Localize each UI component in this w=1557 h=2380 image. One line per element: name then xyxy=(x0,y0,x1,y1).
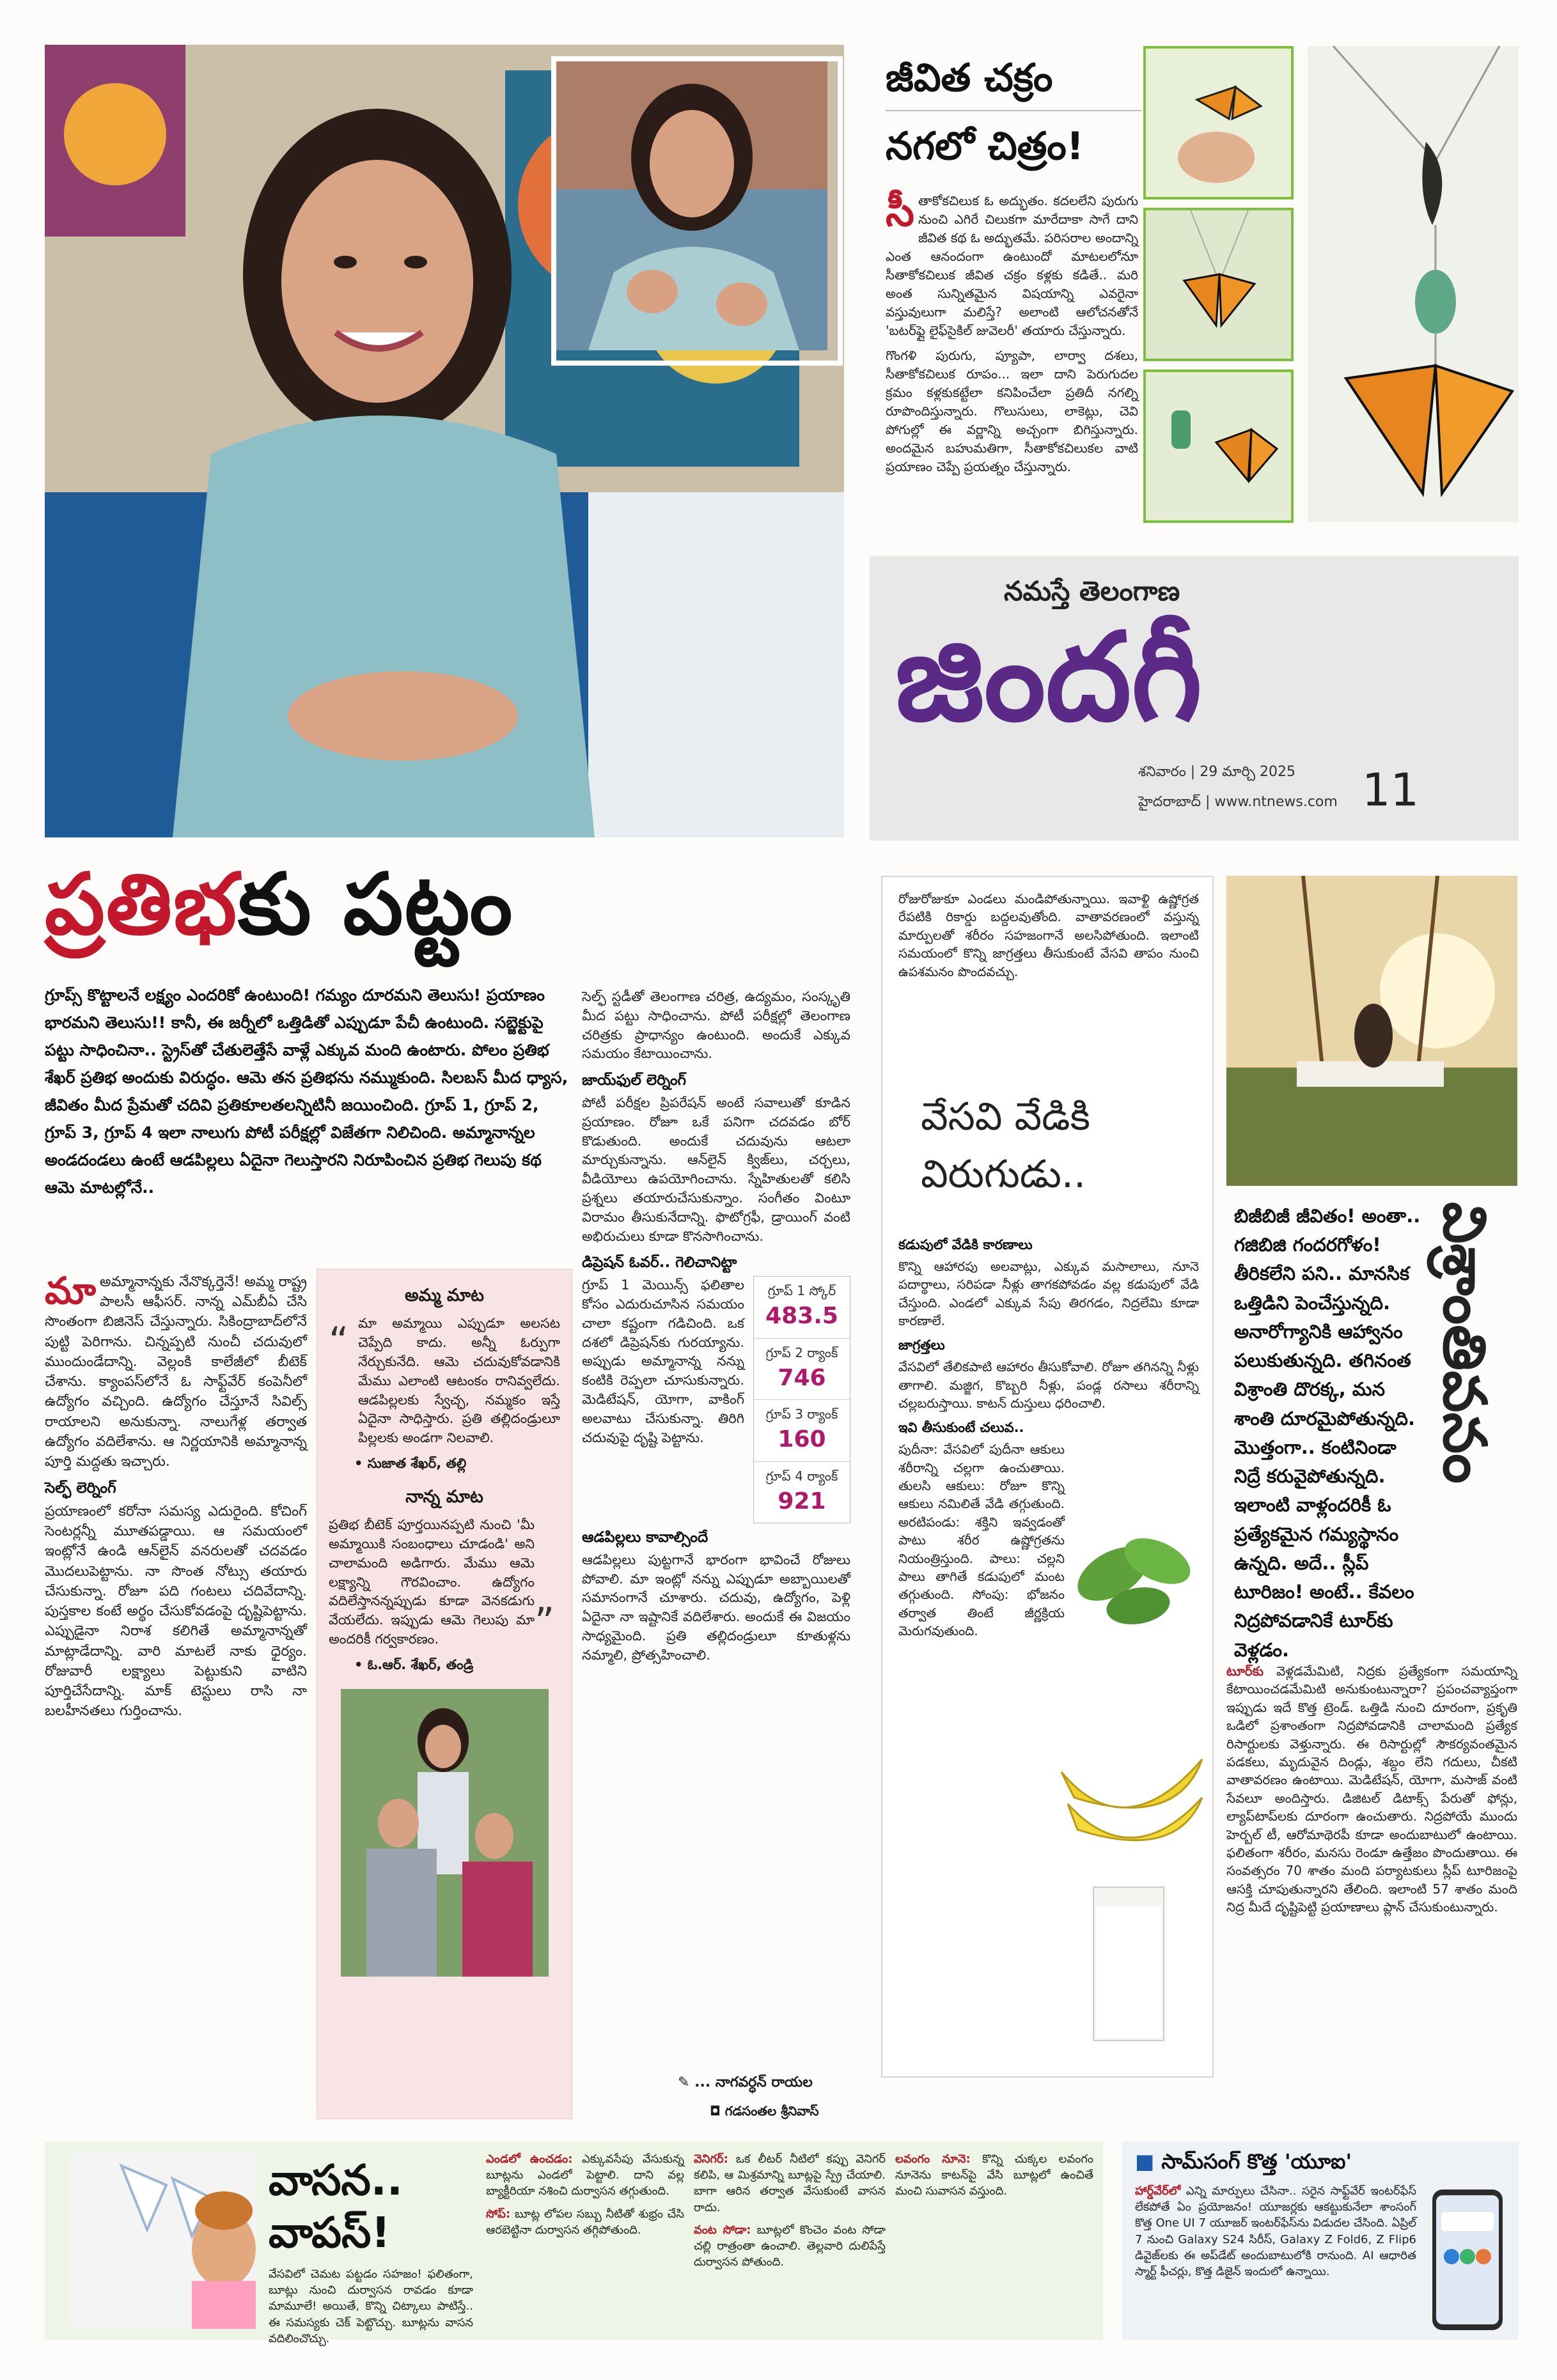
score-label: గ్రూప్ 2 ర్యాంక్ xyxy=(765,1344,838,1360)
samsung-title-text: సామ్‌సంగ్ కొత్త 'యూఐ' xyxy=(1161,2149,1352,2174)
parent-quotes-box xyxy=(317,1269,572,2119)
jewel-photo-2 xyxy=(1143,208,1294,361)
main-col2-sub2: డిప్రెషన్ ఓవర్.. గెలిచానిట్టా xyxy=(582,1254,737,1272)
smell-title-line1: వాసన.. xyxy=(269,2156,403,2205)
jewel-para1: తాకోకచిలుక ఓ అద్భుతం. కదలలేని పురుగు నుంచి ఎగిరే చిలుకగా మారేదాకా సాగే దాని జీవిత కథ ఓ అద్భుతమే. పరిసరాల అందాన్ని ఎంత ఆనందంగా ఉంటుందో మాటలలోనూ సీతాకోకచిలుక జీవిత చక్రం కళ్లకు కడితే.. మరి అంత సున్నితమైన విషయాన్ని ఎవరైనా వస్తువులుగా మలిస్తే? అలాంటి ఆలోచనతోనే 'బటర్‌ఫ్లై లైఫ్‌సైకిల్‌ జువెలరీ' తయారు చేస్తున్నారు. xyxy=(886,193,1138,338)
shoes-photo xyxy=(70,2153,256,2329)
square-bullet-icon: ■ xyxy=(1135,2149,1155,2174)
nanna-title: నాన్న మాట xyxy=(405,1486,483,1507)
summer-top-text xyxy=(898,890,1199,1075)
score-value: 921 xyxy=(778,1488,826,1514)
summer-headline xyxy=(921,1088,1189,1203)
main-headline-rest: కు పట్టం xyxy=(238,855,514,954)
sleep-kicker: టూర్‌కు xyxy=(1226,1663,1264,1679)
tip2-text: బూట్ల లోపల సబ్బు నీటితో శుభ్రం చేసి ఆరబెట్టినా దుర్వాసన తగ్గిపోతుంది. xyxy=(486,2207,684,2237)
jewel-body xyxy=(886,189,1138,531)
sleep-lead-text: బిజీబిజీ జీవితం! అంతా.. గజిబిజి గందరగోళం! తీరికలేని పని.. మానసిక ఒత్తిడిని పెంచేస్తున్నది. అనారోగ్యానికి ఆహ్వానం పలుకుతున్నది. తగినంత విశ్రాంతి దొరక్క, మన శాంతి దూరమైపోతున్నది. మొత్తంగా.. కంటినిండా నిద్రే కరువైపోతున్నది. ఇలాంటి వాళ్లందరికీ ఓ ప్రత్యేకమైన గమ్యస్థానం ఉన్నది. అదే.. స్లీప్ టూరిజం! అంటే.. కేవలం నిద్రపోవడానికే టూర్‌కు వెళ్లడం. xyxy=(1234,1205,1421,1661)
main-headline xyxy=(45,853,844,956)
score-item xyxy=(754,1277,850,1339)
main-photo-credit xyxy=(710,2103,857,2124)
samsung-body xyxy=(1135,2183,1416,2333)
summer-article xyxy=(881,876,1214,2078)
main-col2-p2: పోటీ పరీక్షల ప్రిపరేషన్ అంటే సవాలుతో కూడిన ప్రయాణం. రోజూ ఒకే పనిగా చదవడం బోర్ కొడుతుంది. అందుకే చదువును ఆటలా మార్చుకున్నాను. ఆన్‌లైన్ క్విజ్‌లు, చర్చలు, వీడియోలు ఉపయోగించాను. స్నేహితులతో కలిసి ప్రశ్నలు తయారుచేసుకున్నాం. సంగీతం వింటూ విరామం తీసుకునేదాన్ని. ఫొటోగ్రఫీ, డ్రాయింగ్ వంటి అభిరుచులు కూడా కొనసాగించాను. xyxy=(582,1094,850,1244)
main-col1-p1: అమ్మానాన్నకు నేనొక్కర్తెనే! అమ్మ రాష్ట్ర పాలసీ ఆఫీసర్. నాన్న ఎమ్‌బీఏ చేసి సొంతంగా బిజినెస్ చేస్తున్నారు. సికింద్రాబాద్‌లోనే పుట్టి పెరిగాను. చిన్నప్పటి నుంచీ చదువులో ముందుండేదాన్ని. వెల్లంకి కాలేజీలో బీటెక్ చేశాను. క్యాంపస్‌లోనే ఓ సాఫ్ట్‌వేర్ కంపెనీలో ఉద్యోగం వచ్చింది. ఉద్యోగం చేస్తూనే సివిల్స్ రాయాలని అనుకున్నా. నాలుగేళ్ల తర్వాత ఉద్యోగం వదిలేశాను. ఆ నిర్ణయానికి అమ్మానాన్న పూర్తి మద్దతు ఇచ్చారు. xyxy=(45,1274,307,1470)
smell-title xyxy=(269,2154,480,2259)
phone-image xyxy=(1426,2186,1509,2333)
jewel-para2: గొంగళి పురుగు, ప్యూపా, లార్వా దశలు, సీతాకోకచిలుక రూపం... ఇలా దాని పెరుగుదల క్రమం కళ్లకుకట్టేలా కనిపించేలా ప్రతిదీ నగల్ని రూపొందిస్తున్నారు. గొలుసులు, లాకెట్లు, చెవి పోగుల్లో ఈ వర్ణాన్ని అచ్చంగా బిగిస్తున్నారు. అందమైన బహుమతిగా, సీతాకోకచిలుకల వాటి ప్రయాణం చెప్పే ప్రయత్నం చేస్తున్నారు. xyxy=(886,348,1138,474)
sleep-body xyxy=(1226,1662,1517,2078)
amma-quote: మా అమ్మాయి ఎప్పుడూ అలసట చెప్పేది కాదు. అన్నీ ఓర్పుగా నేర్చుకునేది. ఆమె చదువుకోవడానికి మేము ఎలాంటి ఆటంకం రానివ్వలేదు. ఆడపిల్లలకు స్వేచ్ఛ, నమ్మకం ఇస్తే ఏదైనా సాధిస్తారు. ప్రతి తల్లిదండ్రులూ పిల్లలకు అండగా నిలవాలి. xyxy=(358,1316,560,1446)
summer-sub2: జాగ్రత్తలు xyxy=(898,1337,945,1353)
masthead-city-site: హైదరాబాద్ | www.ntnews.com xyxy=(1138,794,1338,810)
jewel-photo-3 xyxy=(1143,369,1294,523)
masthead-day-date: శనివారం | 29 మార్చి 2025 xyxy=(1138,764,1296,780)
score-value: 160 xyxy=(778,1426,826,1453)
tip1-text: ఎక్కువసేపు వేసుకున్న బూట్లను ఎండలో పెట్టాలి. దాని వల్ల బ్యాక్టీరియా నశించి దుర్వాసన తగ్గుతుంది. xyxy=(486,2152,685,2198)
main-intro-text: గ్రూప్స్‌ కొట్టాలనే లక్ష్యం ఎందరికో ఉంటుంది! గమ్యం దూరమని తెలుసు! ప్రయాణం భారమని తెలుసు!! కానీ, ఈ జర్నీలో ఒత్తిడితో ఎప్పుడూ పేచీ ఉంటుంది. సబ్జెక్టుపై పట్టు సాధించినా.. స్ట్రెస్‌తో చేతులెత్తేసే వాళ్లే ఎక్కువ మంది ఉంటారు. పోలం ప్రతిభ శేఖర్‌ ప్రతిభ అందుకు విరుద్ధం. ఆమె తన ప్రతిభను నమ్ముకుంది. సిలబస్‌ మీద ధ్యాస, జీవితం మీద ప్రేమతో చదివి ప్రతికూలతలన్నిటినీ జయించింది. గ్రూప్‌ 1, గ్రూప్‌ 2, గ్రూప్‌ 3, గ్రూప్‌ 4 ఇలా నాలుగు పోటీ పరీక్షల్లో విజేతగా నిలిచింది. అమ్మానాన్నల అండదండలు ఉంటే ఆడపిల్లలు ఏదైనా గెలుస్తారని నిరూపించిన ప్రతిభ గెలుపు కథ ఆమె మాటల్లోనే.. xyxy=(45,986,568,1197)
camera-icon: ◘ xyxy=(710,2103,721,2119)
mint-leaves-image xyxy=(1061,1504,1202,1644)
main-col2-p3: గ్రూప్ 1 మెయిన్స్ ఫలితాల కోసం ఎదురుచూసిన సమయం చాలా కష్టంగా గడిచింది. ఒక దశలో డిప్రెషన్‌కు గురయ్యాను. అప్పుడు అమ్మానాన్న నన్ను కంటికి రెప్పలా చూసుకున్నారు. మెడిటేషన్, యోగా, వాకింగ్ అలవాటు చేసుకున్నా. తిరిగి చదువుపై దృష్టి పెట్టాను. xyxy=(582,1277,744,1445)
summer-top-text-content: రోజురోజుకూ ఎండలు మండిపోతున్నాయి. ఇవాళ్టి ఉష్ణోగ్రత రేపటికి రికార్డు బద్దలవుతోంది. వాతావరణంలో వస్తున్న మార్పులతో శరీరం సహజంగానే అలసిపోతుంది. ఇలాంటి సమయంలో కొన్ని జాగ్రత్తలు తీసుకుంటే వేసవి తాపం నుంచి ఉపశమనం పొందవచ్చు. xyxy=(898,891,1199,979)
masthead-brand: నమస్తే తెలంగాణ xyxy=(1004,575,1180,607)
tip2-kicker: సోప్: xyxy=(486,2207,511,2221)
sleep-vertical-title xyxy=(1423,1202,1519,1649)
amma-credit: • సుజాత శేఖర్, తల్లి xyxy=(354,1456,467,1472)
tip3-text: ఒక లీటర్ నీటిలో కప్పు వెనిగర్ కలిపి, ఆ మిశ్రమాన్ని బూట్లపై స్ప్రే చేయాలి. బాగా ఆరిన తర్వాత వేసుకుంటే వాసన రాదు. xyxy=(694,2152,886,2214)
jewel-title xyxy=(886,46,1141,187)
summer-p2: వేసవిలో తేలికపాటి ఆహారం తీసుకోవాలి. రోజూ తగినన్ని నీళ్లు తాగాలి. మజ్జిగ, కొబ్బరి నీళ్లు, పండ్ల రసాలు శరీరాన్ని చల్లబరుస్తాయి. కాటన్ దుస్తులు ధరించాలి. xyxy=(898,1359,1199,1411)
tip1-kicker: ఎండలో ఉంచడం: xyxy=(486,2152,573,2166)
score-value: 746 xyxy=(778,1364,826,1391)
nanna-credit: • ఓ.ఆర్. శేఖర్, తండ్రి xyxy=(354,1656,474,1672)
tip5-kicker: లవంగం నూనె: xyxy=(895,2152,971,2166)
summer-sub3: ఇవి తీసుకుంటే చలువ.. xyxy=(898,1420,1024,1436)
tips-col1 xyxy=(486,2151,684,2333)
main-col1 xyxy=(45,1269,307,2113)
masthead-section: జిందగీ xyxy=(895,607,1203,748)
tip4-kicker: వంట సోడా: xyxy=(694,2223,751,2237)
score-label: గ్రూప్ 4 ర్యాంక్ xyxy=(765,1468,838,1484)
main-col1-sub: సెల్ఫ్ లెర్నింగ్ xyxy=(45,1480,116,1497)
score-label: గ్రూప్ 1 స్కోర్ xyxy=(767,1283,836,1299)
jewel-photo-4 xyxy=(1308,46,1519,522)
main-byline xyxy=(678,2074,850,2097)
main-intro xyxy=(45,981,569,1250)
summer-headline-line2: విరుగుడు.. xyxy=(921,1152,1086,1197)
summer-p1: కొన్ని ఆహారపు అలవాట్లు, ఎక్కువ మసాలాలు, నూనె పదార్థాలు, సరిపడా నీళ్లు తాగకపోవడం వల్ల కడుపులో వేడి చేస్తుంది. ఎండలో ఎక్కువ సేపు తిరగడం, నిద్రలేమి కూడా కారణాలే. xyxy=(898,1258,1199,1328)
score-item xyxy=(754,1462,850,1523)
nanna-quote: ప్రతిభ బీటెక్ పూర్తయినప్పటి నుంచి 'మీ అమ్మాయికి సంబంధాలు చూడండి' అని చాలామంది అడిగారు. మేము ఆమె లక్ష్యాన్ని గౌరవించాం. ఉద్యోగం వదిలేస్తానన్నప్పుడు కూడా వెనకడుగు వేయలేదు. ఇప్పుడు ఆమె గెలుపు మా అందరికీ గర్వకారణం. xyxy=(329,1517,535,1647)
family-photo xyxy=(341,1689,549,1977)
main-col2 xyxy=(582,988,850,1832)
sleep-body-text: వెళ్లడమేమిటి, నిద్రకు ప్రత్యేకంగా సమయాన్ని కేటాయించడమేమిటి అనుకుంటున్నారా? ప్రపంచవ్యాప్తంగా ఇప్పుడు ఇదే కొత్త ట్రెండ్. ఒత్తిడి నుంచి దూరంగా, ప్రకృతి ఒడిలో ప్రశాంతంగా నిద్రపోవడానికి చాలామంది ప్రత్యేక రిసార్టులకు వెళ్తున్నారు. ఈ రిసార్టుల్లో సౌకర్యవంతమైన పడకలు, మృదువైన దిండ్లు, శబ్దం లేని గదులు, చీకటి వాతావరణం ఉంటాయి. మెడిటేషన్, యోగా, మసాజ్ వంటి సేవలూ అందిస్తారు. డిజిటల్ డిటాక్స్ పేరుతో ఫోన్లు, ల్యాప్‌టాప్‌లకు దూరంగా ఉంచుతారు. నిద్రపోయే ముందు హెర్బల్ టీ, ఆరోమాథెరపీ కూడా అందుబాటులో ఉంటాయి. ఫలితంగా శరీరం, మనసు రెండూ ఉత్తేజం పొందుతాయి. ఈ సంవత్సరం 70 శాతం మంది పర్యాటకులు స్లీప్ టూరిజంపై ఆసక్తి చూపుతున్నారని తేలింది. ఇలాంటి 57 శాతం మంది నిద్ర మీదే దృష్టిపెట్టి ప్రయాణాలు ప్లాన్ చేసుకుంటున్నారు. xyxy=(1226,1663,1517,1915)
banana-milk-image xyxy=(1049,1695,1209,2053)
main-col1-p2: ప్రయాణంలో కరోనా సమస్య ఎదురైంది. కోచింగ్ సెంటర్లన్నీ మూతపడ్డాయి. ఆ సమయంలో ఇంట్లోనే ఉండి ఆన్‌లైన్ వనరులతో చదవడం మొదలుపెట్టాను. నా సొంత నోట్సు తయారు చేసుకున్నా. రోజూ పది గంటలు చదివేదాన్ని. పుస్తకాల కంటే అర్థం చేసుకోవడంపై దృష్టిపెట్టాను. ఎప్పుడైనా నిరాశ కలిగితే అమ్మానాన్నతో మాట్లాడేదాన్ని. వారి మాటలే నాకు ధైర్యం. రోజువారీ లక్ష్యాలు పెట్టుకుని వాటిని పూర్తిచేసేదాన్ని. మాక్ టెస్టులు రాసి నా బలహీనతలు గుర్తించాను. xyxy=(45,1504,307,1720)
tips-col3 xyxy=(895,2151,1093,2333)
smell-title-line2: వాపస్! xyxy=(269,2208,391,2257)
score-value: 483.5 xyxy=(765,1303,838,1330)
inset-portrait-photo xyxy=(551,56,843,366)
quote-open-icon: “ xyxy=(329,1319,349,1364)
jewel-title-line1: జీవిత చక్రం xyxy=(886,46,1141,111)
tip3-kicker: వెనిగర్: xyxy=(694,2152,728,2166)
summer-sub1: కడుపులో వేడికి కారణాలు xyxy=(898,1237,1033,1252)
main-col2-p4: ఆడపిల్లలు పుట్టగానే భారంగా భావించే రోజులు పోవాలి. మా ఇంట్లో నన్ను ఎప్పుడూ అబ్బాయిలతో సమానంగానే చూశారు. చదువు, ఉద్యోగం, పెళ్లి ఏదైనా నా ఇష్టానికే వదిలేశారు. అందుకే ఈ విజయం సాధ్యమైంది. ప్రతి తల్లిదండ్రులూ కూతుళ్లను నమ్మాలి, ప్రోత్సహించాలి. xyxy=(582,1552,850,1663)
sleep-vertical-title-text: విశ్రాంతివనం xyxy=(1430,1202,1499,1484)
masthead xyxy=(870,556,1519,841)
main-col2-p1: సెల్ఫ్ స్టడీతో తెలంగాణ చరిత్ర, ఉద్యమం, సంస్కృతి మీద పట్టు సాధించాను. పోటీ పరీక్షల్లో తెలంగాణ చరిత్రకు ప్రాధాన్యం ఉంటుంది. అందుకే ఎక్కువ సమయం కేటాయించాను. xyxy=(582,989,850,1062)
smell-lead xyxy=(269,2266,473,2345)
score-box xyxy=(753,1276,850,1523)
amma-title: అమ్మ మాట xyxy=(405,1286,484,1305)
samsung-body-text: ఎన్ని మార్పులు చేసినా.. సరైన సాఫ్ట్‌వేర్ ఇంటర్‌ఫేస్ లేకపోతే ఏం ప్రయోజనం! యూజర్లకు ఆకట్టుకునేలా శాంసంగ్ కొత్త One UI 7 యూజర్ ఇంటర్‌ఫేస్‌ను విడుదల చేసింది. ఏప్రిల్ 7 నుంచి Galaxy S24 సిరీస్, Galaxy Z Fold6, Z Flip6 డివైజ్‌లకు ఈ అప్‌డేట్ అందుబాటులోకి రానుంది. AI ఆధారిత స్మార్ట్ ఫీచర్లు, కొత్త డిజైన్ ఇందులో ఉన్నాయి. xyxy=(1135,2184,1416,2278)
score-item xyxy=(754,1400,850,1462)
tip4-text: బూట్లలో కొంచెం వంట సోడా చల్లి రాత్రంతా ఉంచాలి. తెల్లవారి దులిపేస్తే దుర్వాసన పోతుంది. xyxy=(694,2223,886,2269)
photo-credit-text: గడసంతల శ్రీనివాస్ xyxy=(724,2103,819,2119)
main-col2-sub1: జాయ్‌ఫుల్ లెర్నింగ్ xyxy=(582,1072,687,1089)
main-drop-cap: మా xyxy=(45,1269,96,1312)
main-headline-emph: ప్రతిభ xyxy=(45,855,239,954)
summer-p3: పుదీనా: వేసవిలో పుదీనా ఆకులు శరీరాన్ని చల్లగా ఉంచుతాయి. తులసి ఆకులు: రోజూ కొన్ని ఆకులు నమిలితే వేడి తగ్గుతుంది. అరటిపండు: శక్తిని ఇవ్వడంతో పాటు శరీర ఉష్ణోగ్రతను నియంత్రిస్తుంది. పాలు: చల్లని పాలు తాగితే కడుపులో మంట తగ్గుతుంది. సోంపు: భోజనం తర్వాత తింటే జీర్ణక్రియ మెరుగవుతుంది. xyxy=(898,1442,1065,1639)
masthead-page-number: 11 xyxy=(1362,764,1420,816)
jewel-title-line2: నగలో చిత్రం! xyxy=(886,124,1084,169)
samsung-title xyxy=(1135,2149,1512,2179)
main-col2-sub3: ఆడపిల్లలు కావాల్సిందే xyxy=(582,1529,708,1546)
smell-lead-text: వేసవిలో చెమట పట్టడం సహజం! ఫలితంగా, బూట్లు నుంచి దుర్వాసన రావడం కూడా మామూలే! అయితే, కొన్ని చిట్కాలు పాటిస్తే.. ఈ సమస్యకు చెక్ పెట్టొచ్చు. బూట్లను వాసన వదిలించొచ్చు. xyxy=(269,2267,473,2345)
bottom-strip xyxy=(45,2142,1103,2345)
sleep-lead xyxy=(1234,1202,1423,1661)
hammock-photo xyxy=(1226,876,1517,1186)
samsung-box xyxy=(1122,2142,1519,2340)
pen-icon: ✎ xyxy=(678,2074,690,2090)
jewel-drop-cap: సీ xyxy=(886,189,914,236)
tip5-text: కొన్ని చుక్కల లవంగం నూనెను కాటన్‌పై వేసి బూట్లలో ఉంచితే మంచి సువాసన వస్తుంది. xyxy=(895,2152,1093,2198)
summer-headline-line1: వేసవి వేడికి xyxy=(921,1094,1090,1139)
samsung-kicker: హార్డ్‌వేర్‌లో xyxy=(1135,2184,1181,2198)
byline-text: ... నాగవర్ధన్ రాయల xyxy=(694,2074,813,2090)
jewel-photo-1 xyxy=(1143,46,1294,199)
tips-col2 xyxy=(694,2151,886,2333)
quote-close-icon: ” xyxy=(535,1599,555,1644)
score-label: గ్రూప్ 3 ర్యాంక్ xyxy=(765,1406,838,1422)
score-item xyxy=(754,1339,850,1401)
